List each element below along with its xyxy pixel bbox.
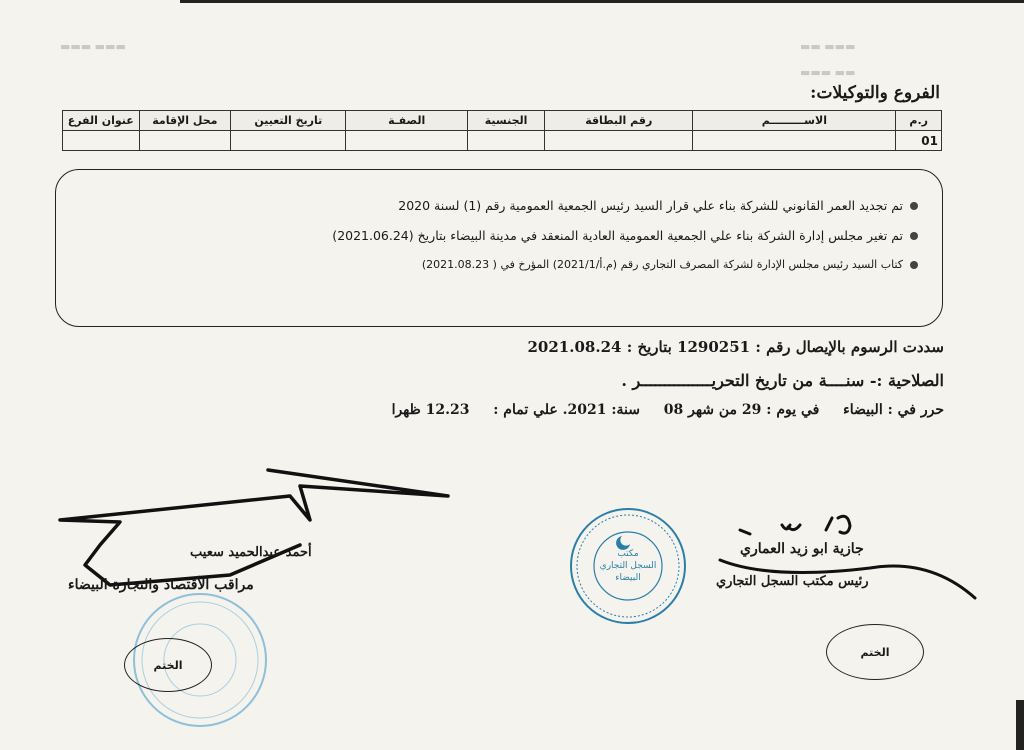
right-signer-title: رئيس مكتب السجل التجاري (716, 574, 869, 589)
year-label: سنة: (611, 402, 640, 418)
left-signature-icon (60, 470, 448, 585)
written-city: البيضاء (843, 402, 883, 418)
validity-value: سنــــة (818, 371, 865, 390)
note-text: كتاب السيد رئيس مجلس الإدارة لشركة المصرف التجاري رقم (م.أ/2021/1) المؤرخ في ( 2021.08.23) (421, 258, 903, 271)
left-seal-oval: الختم (124, 638, 212, 692)
stamp-center-text: مكتب السجل التجاري البيضاء (599, 549, 657, 583)
day-value: 29 (741, 402, 762, 418)
receipt-number: 1290251 (677, 338, 751, 356)
col-branch-address: عنوان الفرع (63, 111, 140, 131)
fees-date: 2021.08.24 (527, 338, 622, 356)
note-text: تم تجديد العمر القانوني للشركة بناء علي قرار السيد رئيس الجمعية العمومية رقم (1) لسنة 2020 (398, 198, 903, 213)
stamp-ring-text (0, 0, 1, 1)
bleed-through-mark: ▬▬ ▬▬▬ (800, 66, 856, 79)
branches-title: الفروع والتوكيلات: (810, 83, 940, 103)
col-num: ر.م (896, 111, 942, 131)
right-seal-oval: الختم (826, 624, 924, 680)
col-appointment-date: تاريخ التعيين (231, 111, 346, 131)
right-signer-name: جازية ابو زيد العماري (740, 541, 864, 557)
bleed-through-mark: ▬▬▬ ▬▬▬ (60, 40, 126, 53)
day-label: في يوم : (766, 402, 820, 418)
time-label: علي تمام : (493, 402, 558, 418)
time-suffix: ظهرا (391, 402, 421, 418)
fees-date-label: بتاريخ : (626, 338, 672, 356)
validity-suffix: من تاريخ التحريـــــــــــــــر . (621, 371, 814, 390)
year-value: 2021. (562, 402, 607, 418)
written-prefix: حرر في : (887, 402, 944, 418)
cell-num: 01 (896, 131, 942, 151)
month-value: 08 (663, 402, 684, 418)
left-signer-title: مراقب الأقتصاد والتجارة البيضاء (68, 577, 254, 593)
bleed-through-mark: ▬▬▬ ▬▬ (800, 40, 856, 53)
col-capacity: الصفـة (346, 111, 468, 131)
col-name: الاســـــــــم (693, 111, 896, 131)
col-nationality: الجنسية (468, 111, 545, 131)
note-text: تم تغير مجلس إدارة الشركة بناء علي الجمعية العمومية العادية المنعقد في مدينة البيضاء بتاريخ (2021.06.24) (332, 228, 903, 243)
left-signer-name: أحمد عبدالحميد سعيب (190, 545, 312, 560)
fees-label: سددت الرسوم بالإيصال رقم : (755, 338, 944, 356)
time-value: 12.23 (425, 402, 470, 418)
month-label: من شهر (688, 402, 738, 418)
col-residence: محل الإقامة (139, 111, 231, 131)
col-card: رقم البطاقة (545, 111, 693, 131)
validity-label: الصلاحية :- (869, 371, 944, 390)
